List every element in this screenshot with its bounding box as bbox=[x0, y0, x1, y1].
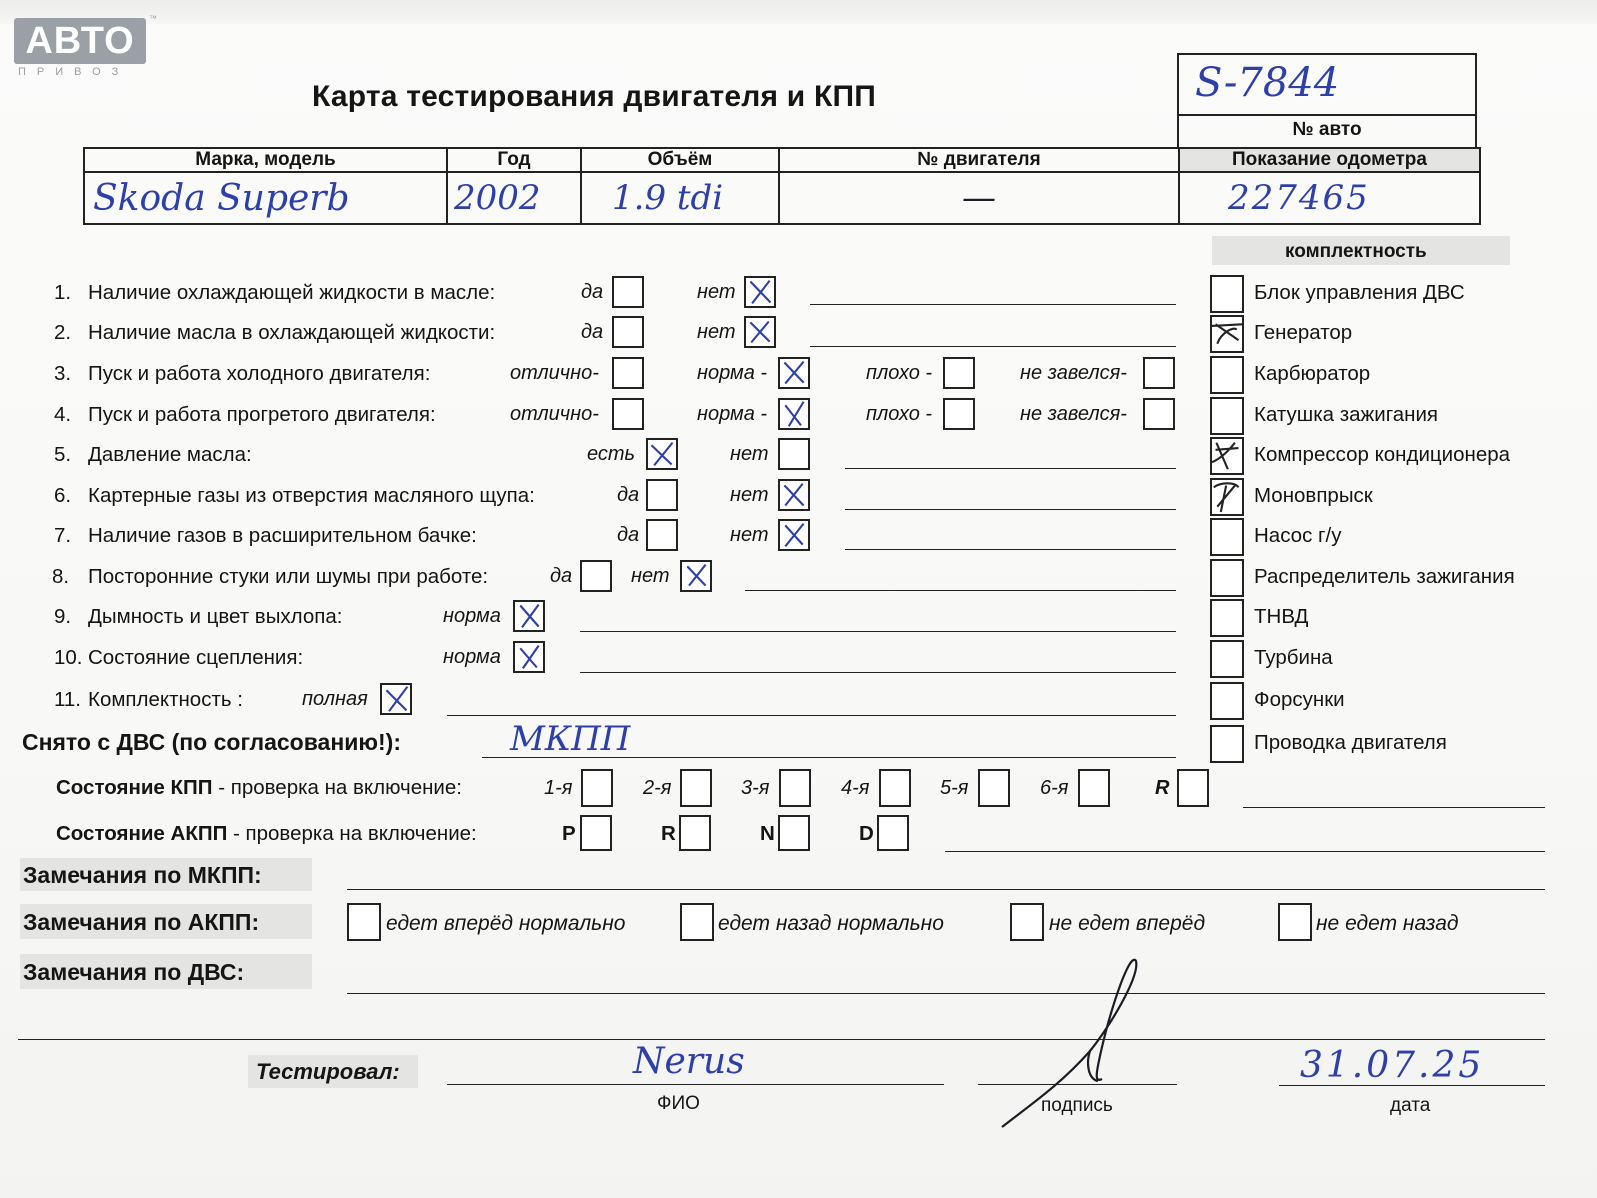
q9-text: Дымность и цвет выхлопа: bbox=[88, 605, 343, 628]
q4-box-nostart[interactable] bbox=[1143, 398, 1175, 430]
q5-box-yes[interactable] bbox=[646, 438, 678, 470]
kpp-manual-label bbox=[56, 776, 462, 800]
remarks-extra-line[interactable] bbox=[18, 1039, 1545, 1040]
q7-box-net[interactable] bbox=[778, 519, 810, 551]
signature-label: подпись bbox=[1041, 1095, 1113, 1116]
q4-opt-excellent: отлично- bbox=[510, 403, 599, 425]
checkmark-x-icon bbox=[515, 602, 543, 630]
removed-line[interactable] bbox=[482, 757, 1176, 758]
q8-opt-da: да bbox=[550, 565, 573, 587]
logo-trademark: ™ bbox=[149, 14, 157, 23]
header-make-model: Марка, модель bbox=[84, 148, 447, 172]
header-year: Год bbox=[447, 148, 581, 172]
checkmark-x-icon bbox=[780, 400, 808, 428]
akpp-box-no-forward[interactable] bbox=[1010, 903, 1044, 941]
header-volume: Объём bbox=[581, 148, 779, 172]
comp-box-turbine[interactable] bbox=[1210, 640, 1244, 678]
comp-box-ac-compressor[interactable] bbox=[1210, 437, 1244, 475]
signature-icon bbox=[990, 955, 1170, 1135]
q5-comment-line[interactable] bbox=[845, 468, 1176, 469]
q8-box-net[interactable] bbox=[680, 560, 712, 592]
q8-box-da[interactable] bbox=[580, 560, 612, 592]
q1-text: Наличие охлаждающей жидкости в масле: bbox=[88, 281, 496, 304]
comp-box-ecu[interactable] bbox=[1210, 275, 1244, 313]
gear-label-5: 5-я bbox=[940, 777, 969, 799]
checkmark-x-icon bbox=[780, 359, 808, 387]
q8-opt-net: нет bbox=[631, 565, 670, 587]
q6-box-da[interactable] bbox=[646, 479, 678, 511]
q2-num: 2. bbox=[54, 321, 72, 344]
comp-label-monoinjection: Моновпрыск bbox=[1254, 484, 1373, 507]
q11-comment-line[interactable] bbox=[447, 715, 1176, 716]
comp-label-carburetor: Карбюратор bbox=[1254, 362, 1371, 385]
q4-box-excellent[interactable] bbox=[612, 398, 644, 430]
comp-label-distributor: Распределитель зажигания bbox=[1254, 565, 1515, 588]
kpp-auto-label bbox=[56, 822, 477, 846]
q6-opt-da: да bbox=[617, 484, 640, 506]
remarks-mkpp-label: Замечания по МКПП: bbox=[23, 862, 262, 888]
comp-label-turbine: Турбина bbox=[1254, 646, 1333, 669]
form-title: Карта тестирования двигателя и КПП bbox=[312, 80, 876, 113]
akpp-opt-backward-ok: едет назад нормально bbox=[718, 912, 944, 935]
akpp-opt-no-backward: не едет назад bbox=[1316, 912, 1459, 935]
q6-comment-line[interactable] bbox=[845, 509, 1176, 510]
q10-box-normal[interactable] bbox=[513, 641, 545, 673]
q2-box-da[interactable] bbox=[612, 316, 644, 348]
gear-box-1[interactable] bbox=[581, 769, 613, 807]
q9-opt-normal: норма bbox=[443, 605, 501, 627]
checkmark-x-icon bbox=[1212, 439, 1242, 473]
auto-gear-box-n[interactable] bbox=[778, 815, 810, 851]
checkmark-x-icon bbox=[780, 481, 808, 509]
q4-text: Пуск и работа прогретого двигателя: bbox=[88, 403, 436, 426]
comp-label-coil: Катушка зажигания bbox=[1254, 403, 1438, 426]
q2-opt-da: да bbox=[581, 321, 604, 343]
value-make-model: Skoda Superb bbox=[84, 172, 447, 224]
q3-opt-nostart: не завелся- bbox=[1020, 362, 1127, 384]
q2-box-net[interactable] bbox=[744, 316, 776, 348]
auto-gear-box-d[interactable] bbox=[877, 815, 909, 851]
vehicle-info-table bbox=[83, 147, 1481, 225]
gear-box-5[interactable] bbox=[978, 769, 1010, 807]
q5-opt-yes: есть bbox=[587, 443, 636, 465]
q6-opt-net: нет bbox=[730, 484, 769, 506]
gear-label-1: 1-я bbox=[544, 777, 573, 799]
gear-box-2[interactable] bbox=[680, 769, 712, 807]
kpp-manual-rest: - проверка на включение: bbox=[212, 776, 462, 799]
checkmark-x-icon bbox=[682, 562, 710, 590]
akpp-box-forward-ok[interactable] bbox=[347, 903, 381, 941]
q10-num: 10. bbox=[54, 646, 83, 669]
gear-box-6[interactable] bbox=[1078, 769, 1110, 807]
q5-text: Давление масла: bbox=[88, 443, 252, 466]
comp-box-coil[interactable] bbox=[1210, 397, 1244, 435]
q1-num: 1. bbox=[54, 281, 72, 304]
q5-box-no[interactable] bbox=[778, 438, 810, 470]
q7-opt-net: нет bbox=[730, 524, 769, 546]
q3-box-bad[interactable] bbox=[943, 357, 975, 389]
remarks-dvs-line[interactable] bbox=[347, 993, 1545, 994]
q10-opt-normal: норма bbox=[443, 646, 501, 668]
logo: АВТО bbox=[14, 18, 146, 64]
q7-num: 7. bbox=[54, 524, 72, 547]
checkmark-x-icon bbox=[382, 685, 410, 713]
q1-box-da[interactable] bbox=[612, 276, 644, 308]
q3-opt-bad: плохо - bbox=[866, 362, 933, 384]
completeness-title: комплектность bbox=[1285, 241, 1427, 262]
q9-num: 9. bbox=[54, 605, 72, 628]
q2-opt-net: нет bbox=[697, 321, 736, 343]
q5-num: 5. bbox=[54, 443, 72, 466]
comp-box-injectors[interactable] bbox=[1210, 682, 1244, 720]
q6-box-net[interactable] bbox=[778, 479, 810, 511]
name-line[interactable] bbox=[447, 1084, 944, 1085]
q11-num: 11. bbox=[54, 688, 81, 711]
remarks-mkpp-line[interactable] bbox=[347, 889, 1545, 890]
comp-label-ac-compressor: Компрессор кондиционера bbox=[1254, 443, 1511, 466]
q4-num: 4. bbox=[54, 403, 72, 426]
header-engine-no: № двигателя bbox=[779, 148, 1179, 172]
q1-opt-net: нет bbox=[697, 281, 736, 303]
q6-text: Картерные газы из отверстия масляного щупа: bbox=[88, 484, 535, 507]
akpp-opt-no-forward: не едет вперёд bbox=[1049, 912, 1206, 935]
gear-box-3[interactable] bbox=[779, 769, 811, 807]
logo-subtitle: ПРИВОЗ bbox=[18, 66, 130, 78]
q5-opt-no: нет bbox=[730, 443, 769, 465]
q4-box-normal[interactable] bbox=[778, 398, 810, 430]
q4-opt-nostart: не завелся- bbox=[1020, 403, 1127, 425]
checkmark-x-icon bbox=[1212, 317, 1242, 351]
kpp-auto-bold: Состояние АКПП bbox=[56, 822, 228, 845]
gear-label-r: R bbox=[1155, 777, 1170, 799]
comp-box-monoinjection[interactable] bbox=[1210, 478, 1244, 516]
q3-box-normal[interactable] bbox=[778, 357, 810, 389]
q3-box-excellent[interactable] bbox=[612, 357, 644, 389]
q7-text: Наличие газов в расширительном бачке: bbox=[88, 524, 477, 547]
q8-comment-line[interactable] bbox=[745, 590, 1176, 591]
q9-box-normal[interactable] bbox=[513, 600, 545, 632]
q9-comment-line[interactable] bbox=[580, 631, 1176, 632]
q8-text: Посторонние стуки или шумы при работе: bbox=[88, 565, 489, 588]
q3-num: 3. bbox=[54, 362, 72, 385]
akpp-box-backward-ok[interactable] bbox=[680, 903, 714, 941]
comp-box-distributor[interactable] bbox=[1210, 559, 1244, 597]
q10-comment-line[interactable] bbox=[580, 672, 1176, 673]
comp-label-wiring: Проводка двигателя bbox=[1254, 731, 1447, 754]
comp-box-wiring[interactable] bbox=[1210, 725, 1244, 763]
kpp-manual-line[interactable] bbox=[1243, 807, 1545, 808]
q3-box-nostart[interactable] bbox=[1143, 357, 1175, 389]
auto-gear-label-r: R bbox=[661, 822, 676, 845]
checkmark-x-icon bbox=[746, 318, 774, 346]
gear-label-2: 2-я bbox=[643, 777, 672, 799]
q2-text: Наличие масла в охлаждающей жидкости: bbox=[88, 321, 496, 344]
auto-gear-box-p[interactable] bbox=[580, 815, 612, 851]
q7-box-da[interactable] bbox=[646, 519, 678, 551]
value-year: 2002 bbox=[447, 172, 581, 224]
q3-opt-excellent: отлично- bbox=[510, 362, 599, 384]
q11-opt-full: полная bbox=[302, 688, 368, 710]
sheet-edge bbox=[0, 0, 1597, 24]
akpp-box-no-backward[interactable] bbox=[1278, 903, 1312, 941]
q7-opt-da: да bbox=[617, 524, 640, 546]
q1-opt-da: да bbox=[581, 281, 604, 303]
gear-box-r[interactable] bbox=[1177, 769, 1209, 807]
gear-label-3: 3-я bbox=[741, 777, 770, 799]
q4-box-bad[interactable] bbox=[943, 398, 975, 430]
q3-text: Пуск и работа холодного двигателя: bbox=[88, 362, 431, 385]
removed-value: МКПП bbox=[510, 719, 631, 759]
q11-text: Комплектность : bbox=[88, 688, 243, 711]
value-volume: 1.9 tdi bbox=[581, 172, 779, 224]
gear-label-6: 6-я bbox=[1040, 777, 1069, 799]
auto-gear-label-d: D bbox=[859, 822, 874, 845]
q11-box-full[interactable] bbox=[380, 683, 412, 715]
q6-num: 6. bbox=[54, 484, 72, 507]
q3-opt-normal: норма - bbox=[697, 362, 768, 384]
date-value: 31.07.25 bbox=[1300, 1045, 1485, 1086]
kpp-auto-line[interactable] bbox=[945, 851, 1545, 852]
q4-opt-normal: норма - bbox=[697, 403, 768, 425]
value-odometer: 227465 bbox=[1179, 172, 1480, 224]
date-label: дата bbox=[1390, 1095, 1431, 1116]
q4-opt-bad: плохо - bbox=[866, 403, 933, 425]
auto-gear-label-n: N bbox=[760, 822, 775, 845]
kpp-manual-bold: Состояние КПП bbox=[56, 776, 213, 799]
comp-label-injection-pump: ТНВД bbox=[1254, 605, 1309, 628]
q2-comment-line[interactable] bbox=[810, 346, 1176, 347]
checkmark-x-icon bbox=[746, 278, 774, 306]
q7-comment-line[interactable] bbox=[845, 549, 1176, 550]
auto-gear-box-r[interactable] bbox=[679, 815, 711, 851]
q10-text: Состояние сцепления: bbox=[88, 646, 304, 669]
checkmark-x-icon bbox=[648, 440, 676, 468]
comp-box-ps-pump[interactable] bbox=[1210, 518, 1244, 556]
checkmark-x-icon bbox=[780, 521, 808, 549]
comp-box-injection-pump[interactable] bbox=[1210, 599, 1244, 637]
checkmark-x-icon bbox=[1212, 480, 1242, 514]
comp-box-carburetor[interactable] bbox=[1210, 356, 1244, 394]
name-label: ФИО bbox=[657, 1093, 700, 1114]
value-engine-no: — bbox=[779, 172, 1179, 224]
checkmark-x-icon bbox=[515, 643, 543, 671]
comp-box-generator[interactable] bbox=[1210, 315, 1244, 353]
name-value: Nerus bbox=[633, 1041, 745, 1082]
header-odometer: Показание одометра bbox=[1179, 148, 1480, 172]
comp-label-ecu: Блок управления ДВС bbox=[1254, 281, 1465, 304]
auto-number-value: S-7844 bbox=[1195, 60, 1340, 106]
tested-by-label: Тестировал: bbox=[256, 1059, 400, 1084]
akpp-opt-forward-ok: едет вперёд нормально bbox=[386, 912, 626, 935]
comp-label-injectors: Форсунки bbox=[1254, 688, 1345, 711]
gear-box-4[interactable] bbox=[879, 769, 911, 807]
q1-comment-line[interactable] bbox=[810, 304, 1176, 305]
remarks-dvs-label: Замечания по ДВС: bbox=[23, 959, 245, 985]
q1-box-net[interactable] bbox=[744, 276, 776, 308]
date-line[interactable] bbox=[1279, 1085, 1545, 1086]
removed-label: Снято с ДВС (по согласованию!): bbox=[22, 729, 401, 755]
auto-number-label: № авто bbox=[1292, 119, 1362, 140]
remarks-akpp-label: Замечания по АКПП: bbox=[23, 909, 260, 935]
gear-label-4: 4-я bbox=[841, 777, 870, 799]
comp-label-ps-pump: Насос г/у bbox=[1254, 524, 1342, 547]
kpp-auto-rest: - проверка на включение: bbox=[227, 822, 477, 845]
comp-label-generator: Генератор bbox=[1254, 321, 1353, 344]
auto-gear-label-p: P bbox=[562, 822, 576, 845]
q8-num: 8. bbox=[52, 565, 70, 588]
